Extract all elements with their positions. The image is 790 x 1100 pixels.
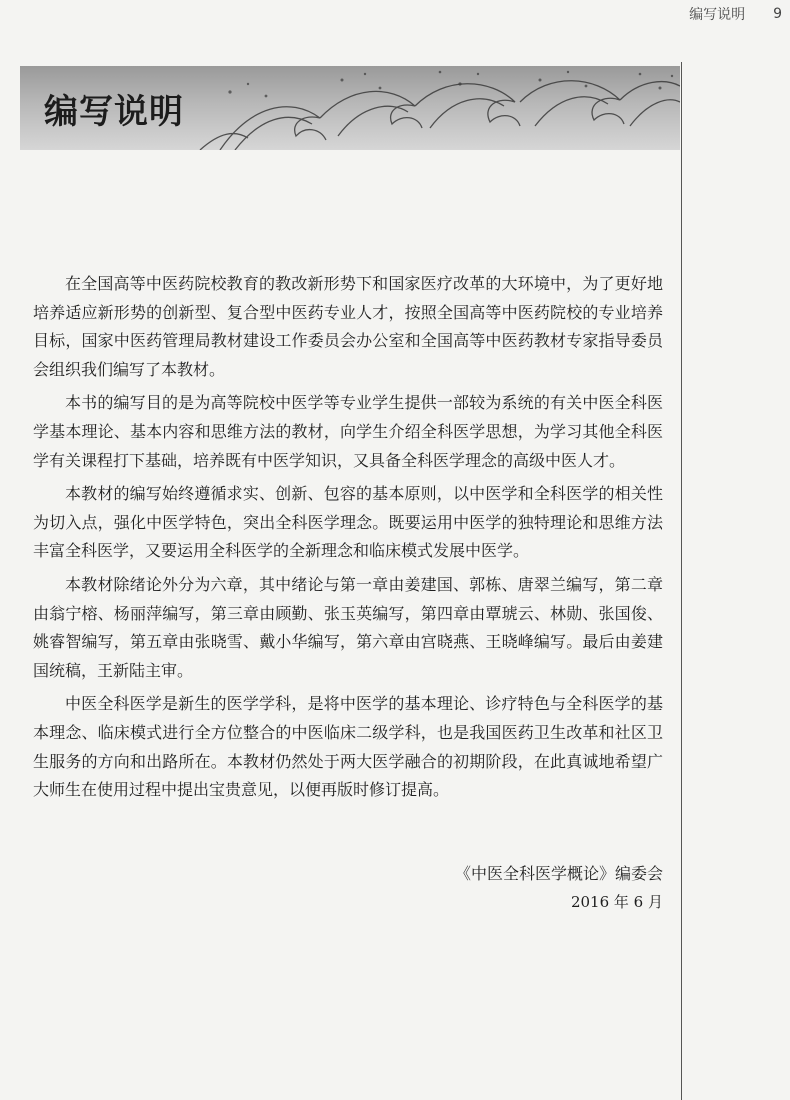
- page-number: 9: [773, 6, 782, 22]
- body-text: [33, 270, 663, 810]
- paragraph: 本书的编写目的是为高等院校中医学等专业学生提供一部较为系统的有关中医全科医学基本理论、基本内容和思维方法的教材，向学生介绍全科医学思想，为学习其他全科医学有关课程打下基础，培养既有中医学知识，又具备全科医学理念的高级中医人才。: [33, 393, 663, 470]
- signature-date: 2016 年 6 月: [570, 893, 663, 911]
- margin-rule: [681, 62, 682, 1100]
- running-header: [689, 4, 782, 24]
- signature-committee: 《中医全科医学概论》编委会: [454, 864, 663, 883]
- signature: [455, 860, 663, 916]
- running-title: 编写说明: [689, 7, 746, 23]
- paragraph: 本教材的编写始终遵循求实、创新、包容的基本原则，以中医学和全科医学的相关性为切入点，强化中医学特色，突出全科医学理念。既要运用中医学的独特理论和思维方法丰富全科医学，又要运用全科医学的全新理念和临床模式发展中医学。: [33, 484, 663, 561]
- section-title: 编写说明: [44, 92, 184, 132]
- paragraph: 本教材除绪论外分为六章，其中绪论与第一章由姜建国、郭栋、唐翠兰编写，第二章由翁宁榕、杨丽萍编写，第三章由顾勤、张玉英编写，第四章由覃琥云、林勋、张国俊、姚睿智编写，第五章由张晓雪、戴小华编写，第六章由宫晓燕、王晓峰编写。最后由姜建国统稿，王新陆主审。: [33, 574, 663, 680]
- paragraph: 在全国高等中医药院校教育的教改新形势下和国家医疗改革的大环境中，为了更好地培养适应新形势的创新型、复合型中医药专业人才，按照全国高等中医药院校的专业培养目标，国家中医药管理局教材建设工作委员会办公室和全国高等中医药教材专家指导委员会组织我们编写了本教材。: [33, 274, 663, 379]
- title-banner: [20, 66, 680, 150]
- paragraph: 中医全科医学是新生的医学学科，是将中医学的基本理论、诊疗特色与全科医学的基本理念、临床模式进行全方位整合的中医临床二级学科，也是我国医药卫生改革和社区卫生服务的方向和出路所在。本教材仍然处于两大医学融合的初期阶段，在此真诚地希望广大师生在使用过程中提出宝贵意见，以便再版时修订提高。: [33, 694, 663, 800]
